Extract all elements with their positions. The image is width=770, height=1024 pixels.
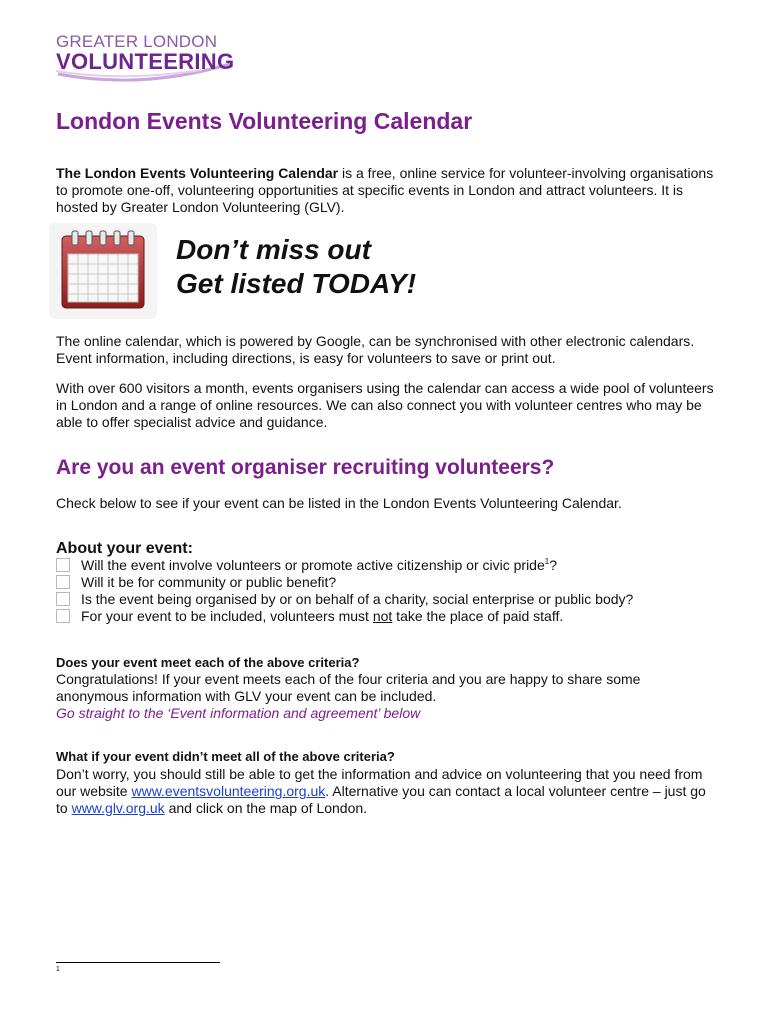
criterion-paid-staff-label — [81, 608, 563, 625]
criterion-organiser — [56, 591, 736, 608]
checkbox-paid-staff[interactable] — [56, 609, 70, 623]
footnote-ref: 1 — [544, 557, 550, 566]
criterion-paid-staff-text-b: take the place of paid staff. — [392, 608, 564, 624]
glv-logo — [52, 30, 242, 82]
intro-bold-lead: The London Events Volunteering Calendar — [56, 165, 339, 181]
criterion-paid-staff — [56, 608, 736, 625]
calendar-description-paragraph: The online calendar, which is powered by Google, can be synchronised with other electronic calendars. Event information, including directions, is easy for volunteers to save or print out. — [56, 333, 695, 366]
section-heading: Are you an event organiser recruiting volunteers? — [56, 456, 555, 479]
q2-body-c: and click on the map of London. — [164, 800, 368, 816]
glv-link[interactable]: www.glv.org.uk — [71, 800, 165, 816]
event-info-link[interactable]: Go straight to the ‘Event information and agreement’ below — [56, 705, 421, 721]
criterion-paid-staff-text-a: For your event to be included, volunteers must — [81, 608, 373, 624]
criterion-paid-staff-emphasis: not — [372, 608, 393, 624]
cta-line2: Get listed TODAY! — [176, 268, 417, 299]
intro-paragraph — [56, 165, 716, 216]
footnote-divider — [56, 962, 220, 963]
cta-heading — [176, 233, 416, 301]
criterion-volunteers-end: ? — [549, 557, 558, 573]
footnote-number: 1 — [56, 966, 60, 973]
visitors-paragraph: With over 600 visitors a month, events organisers using the calendar can access a wide pool of volunteers in London and a range of online resources. We can also connect you with volunteer centres who may be able to offer specialist advice and guidance. — [56, 380, 714, 430]
logo-line1: GREATER LONDON — [56, 32, 218, 51]
about-event-heading: About your event: — [56, 540, 193, 557]
q1-heading: Does your event meet each of the above criteria? — [56, 655, 360, 670]
criterion-volunteers-label — [81, 557, 557, 574]
q2-body-a: Don’t worry, you should still be able to get the information and advice on volunteering that you need from our website — [56, 766, 703, 799]
criterion-public-benefit-label: Will it be for community or public benefit? — [81, 574, 337, 590]
calendar-icon — [48, 222, 158, 320]
intro-text: is a free, online service for volunteer-involving organisations to promote one-off, volunteering opportunities at specific events in London and attract volunteers. It is hosted by Greater London Volunteering (GLV). — [56, 165, 714, 215]
page-title: London Events Volunteering Calendar — [56, 108, 473, 134]
cta-line1: Don’t miss out — [176, 234, 371, 265]
criterion-volunteers — [56, 557, 736, 574]
checkbox-organiser[interactable] — [56, 592, 70, 606]
logo-line2: VOLUNTEERING — [56, 49, 235, 74]
events-volunteering-link[interactable]: www.eventsvolunteering.org.uk — [131, 783, 326, 799]
checkbox-volunteers[interactable] — [56, 558, 70, 572]
q1-body: Congratulations! If your event meets each of the four criteria and you are happy to share some anonymous information with GLV your event can be included. — [56, 671, 641, 704]
q2-heading: What if your event didn’t meet all of the above criteria? — [56, 749, 395, 764]
criterion-organiser-label: Is the event being organised by or on behalf of a charity, social enterprise or public body? — [81, 591, 634, 607]
check-intro-text: Check below to see if your event can be listed in the London Events Volunteering Calendar. — [56, 495, 622, 511]
checkbox-public-benefit[interactable] — [56, 575, 70, 589]
criterion-public-benefit — [56, 574, 736, 591]
q2-body-b: . Alternative you can contact a local volunteer centre – just go to — [56, 783, 706, 816]
criteria-checklist — [56, 557, 736, 625]
q2-body — [56, 766, 716, 817]
criterion-volunteers-text: Will the event involve volunteers or promote active citizenship or civic pride — [81, 557, 545, 573]
